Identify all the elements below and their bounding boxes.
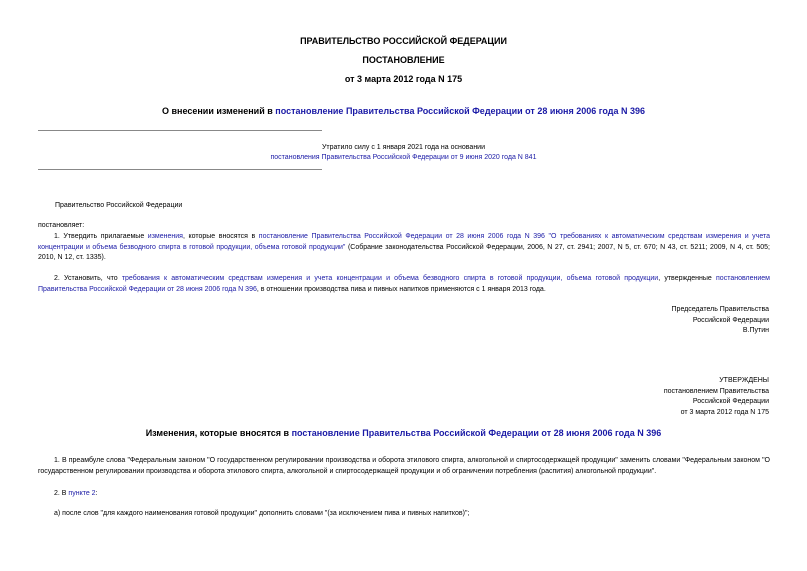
- title-link-decree-396[interactable]: постановление Правительства Российской Федерации от 28 июня 2006 года N 396: [275, 106, 646, 116]
- signature-block: [672, 305, 769, 337]
- p2-text-a: 2. Установить, что: [54, 275, 122, 282]
- resolves-label: постановляет:: [38, 222, 85, 229]
- p2-text-c: , в отношении производства пива и пивных напитков применяются с 1 января 2013 года.: [256, 285, 546, 293]
- paragraph-1: [38, 232, 770, 264]
- p1-text-b: , которые вносятся в: [182, 233, 259, 240]
- title-prefix: О внесении изменений в: [161, 106, 276, 116]
- p2-link-decree-396[interactable]: постановлением Правительства Российской Федерации от 28 июня 2006 года N 396: [38, 275, 770, 293]
- document-title: [0, 106, 807, 116]
- change-item-2a: а) после слов "для каждого наименования готовой продукции" дополнить словами "(за исключением пива и пивных напитков)";: [54, 510, 470, 517]
- divider-top: [38, 130, 322, 131]
- p1-text-c: (Собрание законодательства Российской Федерации, 2006, N 27, ст. 2941; 2007, N 5, ст. 670; N 43, ст. 5211; 2009, N 4, ст. 505; 2010, N 12, ст. 1335).: [38, 243, 770, 261]
- signature-position: Председатель Правительства: [671, 306, 769, 313]
- document-date-number: от 3 марта 2012 года N 175: [344, 74, 463, 84]
- p1-link-changes[interactable]: изменения: [147, 233, 183, 240]
- approved-country: Российской Федерации: [692, 398, 769, 405]
- government-heading: ПРАВИТЕЛЬСТВО РОССИЙСКОЙ ФЕДЕРАЦИИ: [300, 36, 507, 46]
- divider-bottom: [38, 169, 322, 170]
- approved-by: постановлением Правительства: [663, 387, 769, 395]
- c2-prefix: 2. В: [54, 490, 69, 497]
- p2-text-b: , утвержденные: [658, 275, 717, 282]
- approved-date: от 3 марта 2012 года N 175: [680, 408, 769, 416]
- change-item-1: 1. В преамбуле слова "Федеральным законом "О государственном регулировании производства и оборота этилового спирта, алкогольной и спиртосодержащей продукции" заменить словами "Федеральным законом "О государственном регулировании производства и оборота этилового спирта, алкогольной и спиртосодержащей продукции и об ограничении потребления (распития) алкогольной продукции".: [38, 457, 770, 475]
- paragraph-2: [38, 274, 770, 295]
- changes-title-prefix: Изменения, которые вносятся в: [145, 428, 292, 438]
- changes-title: [0, 428, 807, 438]
- c2-suffix: :: [95, 490, 98, 497]
- document-type-heading: ПОСТАНОВЛЕНИЕ: [362, 55, 445, 65]
- change-item-2: [54, 489, 98, 499]
- p1-text-a: 1. Утвердить прилагаемые: [54, 233, 148, 240]
- approved-label: УТВЕРЖДЕНЫ: [719, 377, 769, 384]
- status-line: Утратило силу с 1 января 2021 года на основании: [321, 144, 486, 151]
- c2-link-point-2[interactable]: пункте 2: [68, 490, 96, 497]
- government-name: Правительство Российской Федерации: [55, 202, 183, 209]
- signature-country: Российской Федерации: [692, 316, 769, 324]
- p2-link-requirements[interactable]: требования к автоматическим средствам измерения и учета концентрации и объема безводного спирта в готовой продукции, объема готовой продукции: [121, 275, 659, 282]
- status-link-decree-841[interactable]: постановления Правительства Российской Федерации от 9 июня 2020 года N 841: [270, 154, 537, 161]
- changes-title-link-decree-396[interactable]: постановление Правительства Российской Федерации от 28 июня 2006 года N 396: [291, 428, 662, 438]
- signature-name: В.Путин: [742, 327, 769, 334]
- p1-link-decree-396[interactable]: постановление Правительства Российской Федерации от 28 июня 2006 года N 396 "О требованиях к автоматическим средствам измерения и учета концентрации и объема безводного спирта в готовой продукции, объема готовой продукции": [38, 233, 770, 251]
- approved-block: [664, 376, 769, 418]
